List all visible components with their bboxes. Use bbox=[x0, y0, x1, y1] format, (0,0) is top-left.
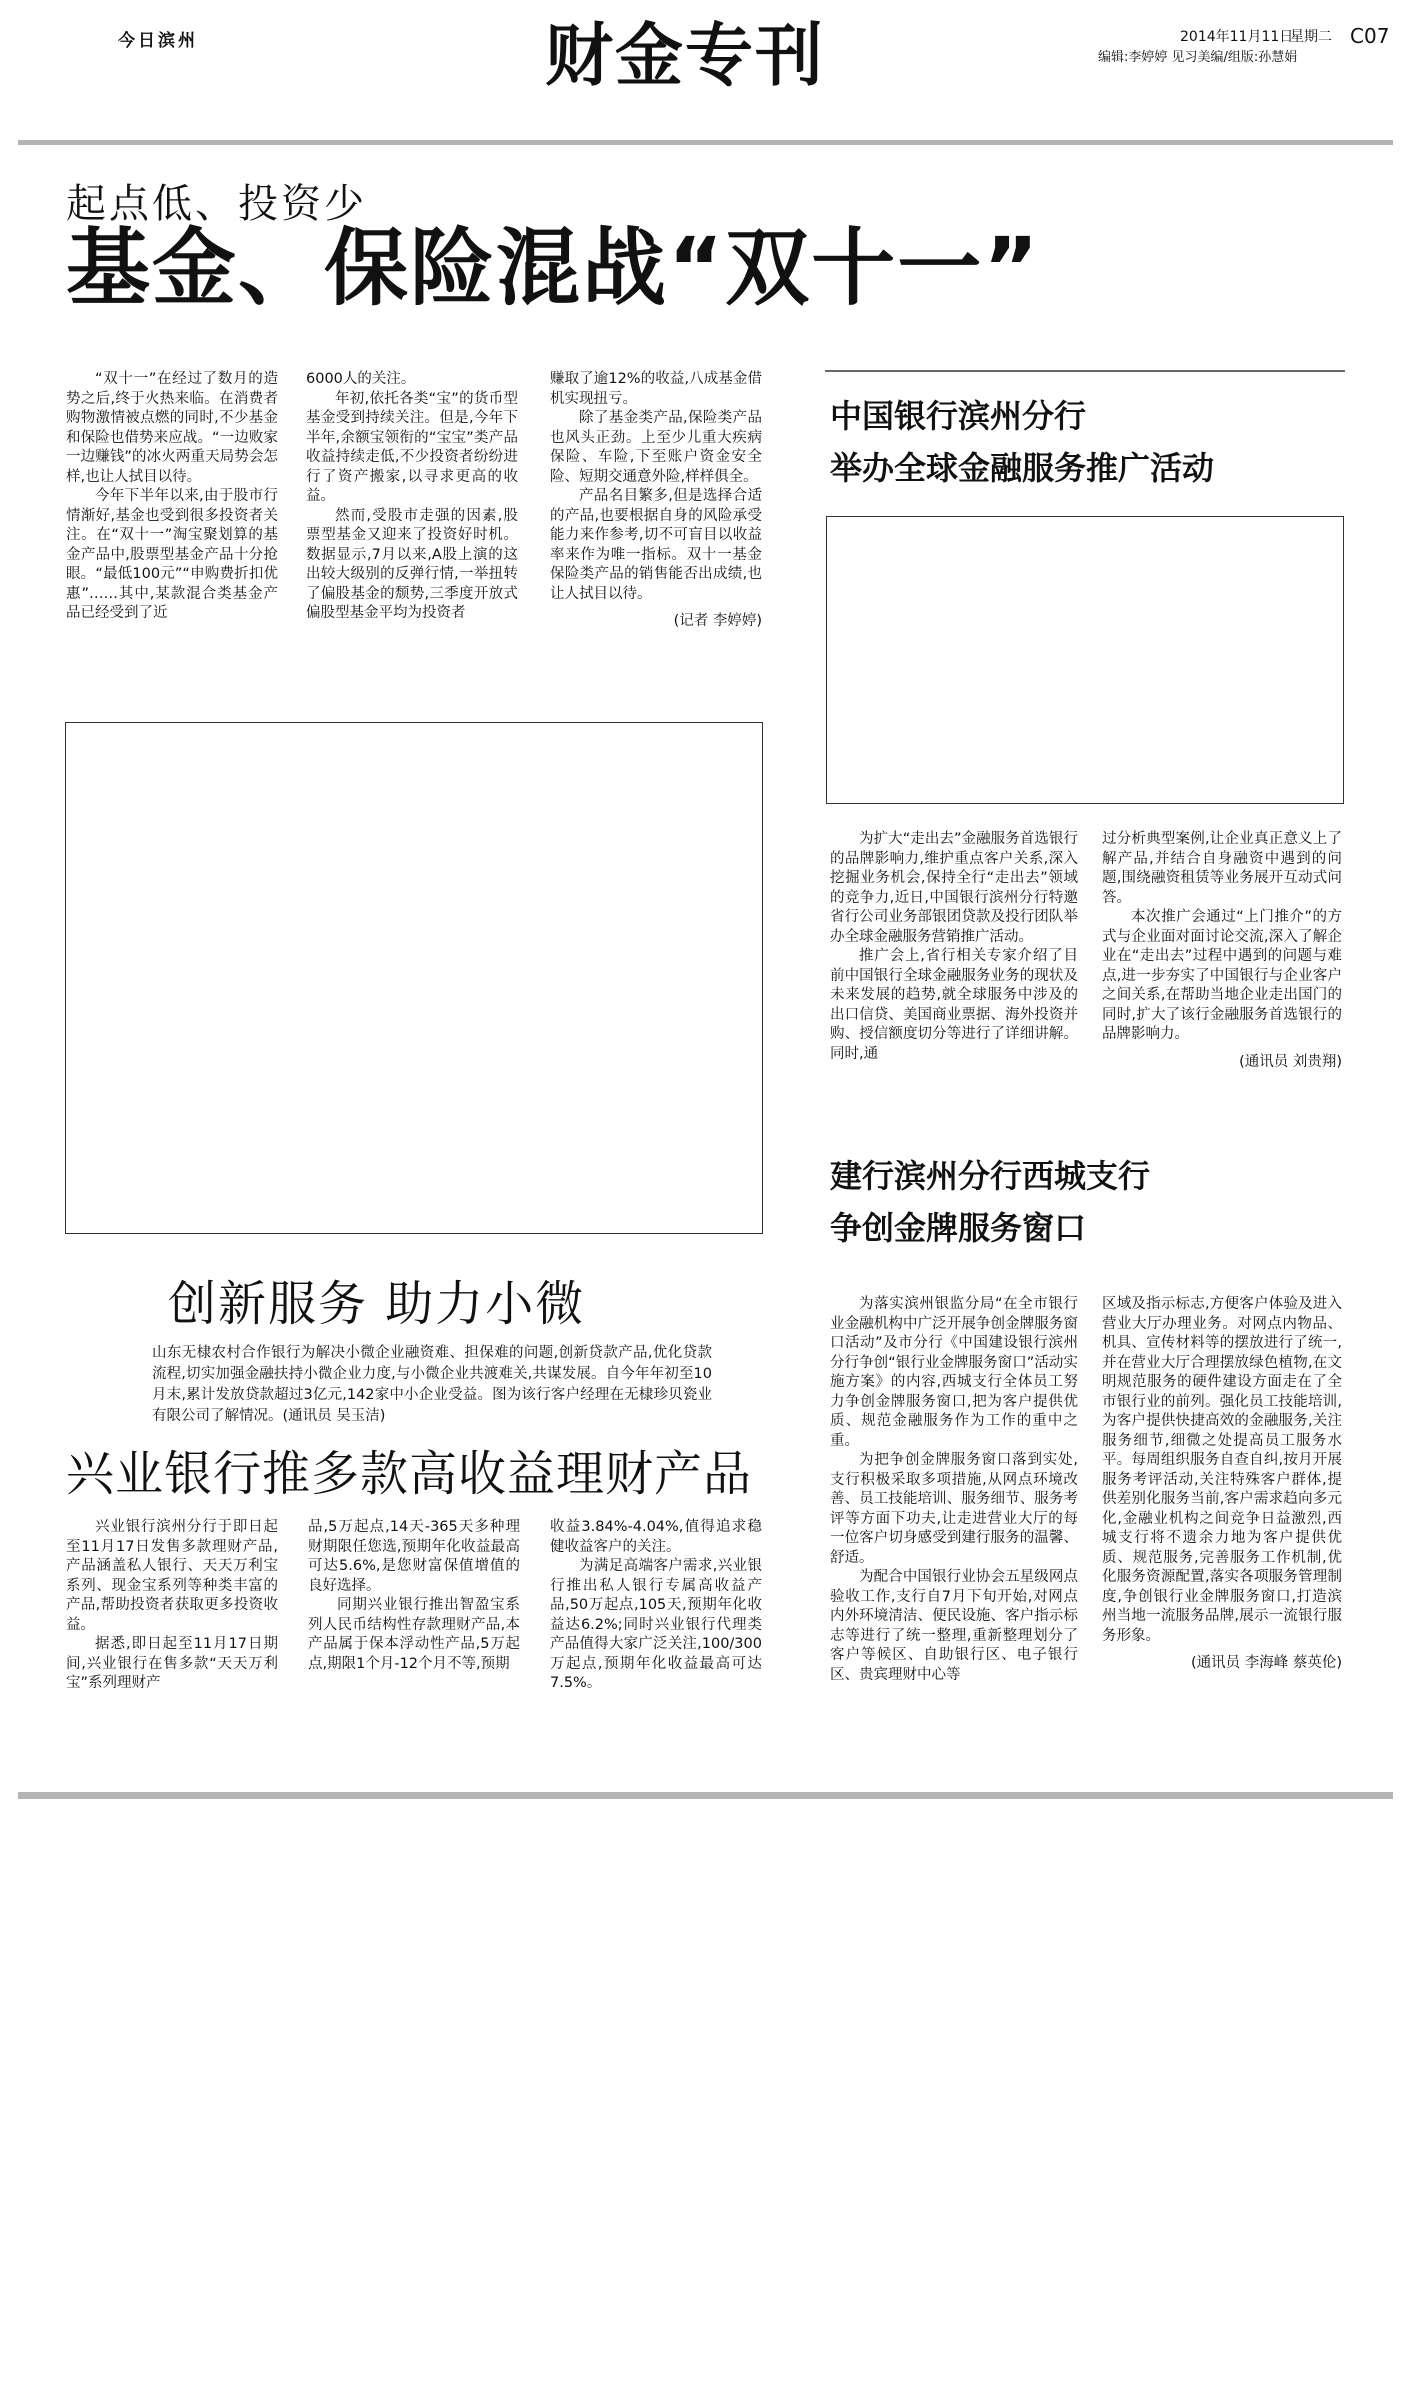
article4-headline-line-1: 建行滨州分行西城支行 bbox=[830, 1157, 1151, 1195]
article2-column-1 bbox=[66, 1518, 278, 1694]
article1-paragraph: 6000人的关注。 bbox=[306, 371, 416, 387]
article1-column-2 bbox=[306, 370, 518, 624]
article3-paragraph: 为扩大“走出去”金融服务首选银行的品牌影响力,维护重点客户关系,深入挖掘业务机会,保持全行“走出去”领域的竞争力,近日,中国银行滨州分行特邀省行公司业务部银团贷款及投行团队举办全球金融服务营销推广活动。 bbox=[830, 831, 1078, 945]
article3-column-1 bbox=[830, 830, 1078, 1064]
article2-paragraph: 品,5万起点,14天-365天多种理财期限任您选,预期年化收益最高可达5.6%,是您财富保值增值的良好选择。 bbox=[308, 1519, 520, 1594]
article1-paragraph: 赚取了逾12%的收益,八成基金借机实现扭亏。 bbox=[550, 371, 762, 407]
article1-paragraph: 今年下半年以来,由于股市行情渐好,基金也受到很多投资者关注。在“双十一”淘宝聚划算的基金产品中,股票型基金产品十分抢眼。“最低100元”“申购费折扣优惠”……其中,某款混合类基金产品已经受到了近 bbox=[66, 488, 278, 621]
article2-paragraph: 收益3.84%-4.04%,值得追求稳健收益客户的关注。 bbox=[550, 1519, 762, 1555]
article1-column-1 bbox=[66, 370, 278, 624]
article2-paragraph: 为满足高端客户需求,兴业银行推出私人银行专属高收益产品,50万起点,105天,预期年化收益达6.2%;同时兴业银行代理类产品值得大家广泛关注,100/300万起点,预期年化收益最高可达7.5%。 bbox=[550, 1558, 762, 1691]
article4-paragraph: 区域及指示标志,方便客户体验及进入营业大厅办理业务。对网点内物品、机具、宣传材料等的摆放进行了统一,并在营业大厅合理摆放绿色植物,在文明规范服务的硬件建设方面走在了全市银行业的前列。强化员工技能培训,为客户提供快捷高效的金融服务,关注服务细节,细微之处提高员工服务水平。每周组织服务自查自纠,按月开展服务考评活动,关注特殊客户群体,提供差别化服务当前,客户需求趋向多元化,金融业机构之间竞争日益激烈,西城支行将不遗余力地为客户提供优质、规范服务,完善服务工作机制,优化服务资源配置,落实各项服务管理制度,争创银行业金牌服务窗口,打造滨州当地一流服务品牌,展示一流银行服务形象。 bbox=[1102, 1296, 1342, 1644]
article1-column-3 bbox=[550, 370, 762, 632]
article3-paragraph: 推广会上,省行相关专家介绍了目前中国银行全球金融服务业务的现状及未来发展的趋势,就全球服务中涉及的出口信贷、美国商业票据、海外投资并购、授信额度切分等进行了详细讲解。同时,通 bbox=[830, 948, 1078, 1062]
article2-column-2 bbox=[308, 1518, 520, 1674]
article4-column-2 bbox=[1102, 1295, 1342, 1674]
footer-divider bbox=[18, 1792, 1393, 1799]
issue-date: 2014年11月11日 bbox=[1180, 29, 1294, 45]
article4-headline-line-2: 争创金牌服务窗口 bbox=[830, 1209, 1087, 1247]
article3-column-2 bbox=[1102, 830, 1342, 1072]
header-divider bbox=[18, 140, 1393, 145]
issue-weekday: 星期二 bbox=[1290, 29, 1332, 45]
article3-headline-line-1: 中国银行滨州分行 bbox=[830, 397, 1087, 435]
article4-credit: (通讯员 李海峰 蔡英伦) bbox=[1190, 1655, 1342, 1671]
section-name: 今日滨州 bbox=[118, 31, 198, 51]
article3-paragraph: 过分析典型案例,让企业真正意义上了解产品,并结合自身融资中遇到的问题,围绕融资租赁等业务展开互动式问答。 bbox=[1102, 831, 1342, 906]
article1-paragraph: 年初,依托各类“宝”的货币型基金受到持续关注。但是,今年下半年,余额宝领衔的“宝宝”类产品收益持续走低,不少投资者纷纷进行了资产搬家,以寻求更高的收益。 bbox=[306, 390, 518, 504]
article3-paragraph: 本次推广会通过“上门推介”的方式与企业面对面讨论交流,深入了解企业在“走出去”过程中遇到的问题与难点,进一步夯实了中国银行与企业客户之间关系,在帮助当地企业走出国门的同时,扩大了该行金融服务首选银行的品牌影响力。 bbox=[1102, 909, 1342, 1042]
article1-credit: (记者 李婷婷) bbox=[673, 613, 762, 629]
article3-headline bbox=[830, 390, 1214, 494]
article4-paragraph: 为落实滨州银监分局“在全市银行业金融机构中广泛开展争创金牌服务窗口活动”及市分行《中国建设银行滨州分行争创“银行业金牌服务窗口”活动实施方案》的内容,西城支行全体员工努力争创金牌服务窗口,把为客户提供优质、规范金融服务作为工作的重中之重。 bbox=[830, 1296, 1078, 1449]
photo-feature-title: 创新服务 助力小微 bbox=[168, 1276, 586, 1332]
article4-column-1 bbox=[830, 1295, 1078, 1685]
article1-paragraph: 然而,受股市走强的因素,股票型基金又迎来了投资好时机。数据显示,7月以来,A股上演的这出较大级别的反弹行情,一举扭转了偏股基金的颓势,三季度开放式偏股型基金平均为投资者 bbox=[306, 507, 518, 621]
feature-photo-placeholder bbox=[65, 722, 763, 1234]
article1-paragraph: 产品名目繁多,但是选择合适的产品,也要根据自身的风险承受能力来作参考,切不可盲目以收益率来作为唯一指标。双十一基金保险类产品的销售能否出成绩,也让人拭目以待。 bbox=[550, 488, 762, 602]
article1-paragraph: 除了基金类产品,保险类产品也风头正劲。上至少儿重大疾病保险、车险,下至账户资金安全险、短期交通意外险,样样俱全。 bbox=[550, 410, 762, 485]
page-number: C07 bbox=[1350, 24, 1390, 48]
article4-paragraph: 为配合中国银行业协会五星级网点验收工作,支行自7月下旬开始,对网点内外环境清洁、便民设施、客户指示标志等进行了统一整理,重新整理划分了客户等候区、自助银行区、电子银行区、贵宾理财中心等 bbox=[830, 1569, 1078, 1683]
photo-feature-caption: 山东无棣农村合作银行为解决小微企业融资难、担保难的问题,创新贷款产品,优化贷款流程,切实加强金融扶持小微企业力度,与小微企业共渡难关,共谋发展。自今年年初至10月末,累计发放贷款超过3亿元,142家中小企业受益。图为该行客户经理在无棣珍贝瓷业有限公司了解情况。(通讯员 吴玉洁) bbox=[152, 1345, 712, 1424]
article3-credit: (通讯员 刘贵翔) bbox=[1239, 1053, 1342, 1070]
article1-paragraph: “双十一”在经过了数月的造势之后,终于火热来临。在消费者购物激情被点燃的同时,不少基金和保险也借势来应战。“一边败家一边赚钱”的冰火两重天局势会怎样,也让人拭目以待。 bbox=[66, 371, 278, 485]
article2-paragraph: 兴业银行滨州分行于即日起至11月17日发售多款理财产品,产品涵盖私人银行、天天万利宝系列、现金宝系列等种类丰富的产品,帮助投资者获取更多投资收益。 bbox=[66, 1519, 278, 1633]
article2-paragraph: 同期兴业银行推出智盈宝系列人民币结构性存款理财产品,本产品属于保本浮动性产品,5万起点,期限1个月-12个月不等,预期 bbox=[308, 1597, 520, 1672]
masthead-title: 财金专刊 bbox=[545, 16, 826, 96]
article4-headline bbox=[830, 1150, 1150, 1254]
article2-headline: 兴业银行推多款高收益理财产品 bbox=[66, 1446, 753, 1502]
editor-credits: 编辑:李婷婷 见习美编/组版:孙慧娟 bbox=[1098, 50, 1298, 65]
article1-headline: 基金、保险混战“双十一” bbox=[66, 219, 1041, 317]
article3-photo-placeholder bbox=[826, 516, 1344, 804]
article2-paragraph: 据悉,即日起至11月17日期间,兴业银行在售多款“天天万利宝”系列理财产 bbox=[66, 1636, 278, 1691]
article4-paragraph: 为把争创金牌服务窗口落到实处,支行积极采取多项措施,从网点环境改善、员工技能培训、服务细节、服务考评等方面下功夫,让走进营业大厅的每一位客户切身感受到建行服务的温馨、舒适。 bbox=[830, 1452, 1078, 1566]
right-column-divider bbox=[825, 370, 1345, 372]
article2-column-3 bbox=[550, 1518, 762, 1694]
article1-subtitle: 起点低、投资少 bbox=[66, 181, 367, 227]
article3-headline-line-2: 举办全球金融服务推广活动 bbox=[830, 449, 1215, 487]
